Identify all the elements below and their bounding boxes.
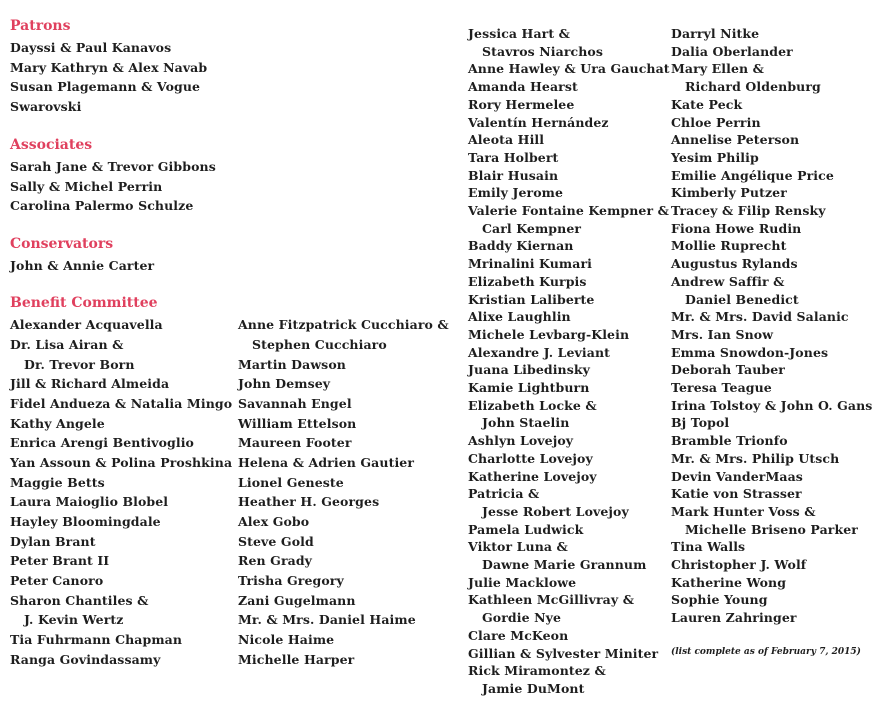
list-item: Mr. & Mrs. David Salanic (671, 309, 849, 325)
list-item: Tara Holbert (468, 149, 559, 165)
list-item: Alexander Acquavella (10, 317, 163, 332)
list-item: Valentín Hernández (468, 114, 609, 130)
list-item: Deborah Tauber (671, 362, 785, 378)
list-item: Amanda Hearst (468, 79, 578, 95)
list-item: Fiona Howe Rudin (671, 220, 802, 236)
list-item: Kristian Laliberte (468, 291, 595, 307)
list-item: Kathy Angele (10, 416, 105, 431)
list-item: Carolina Palermo Schulze (10, 198, 194, 213)
list-item: Bj Topol (671, 415, 730, 431)
list-complete-note: (list complete as of February 7, 2015) (671, 647, 861, 657)
list-item: Helena & Adrien Gautier (238, 455, 415, 470)
list-item: Valerie Fontaine Kempner & (468, 203, 669, 218)
list-item: Yesim Philip (671, 149, 759, 165)
list-item: Darryl Nitke (671, 26, 760, 41)
list-item: Devin VanderMaas (671, 468, 803, 484)
list-item: Anne Fitzpatrick Cucchiaro & (238, 317, 449, 332)
list-item: Heather H. Georges (238, 494, 380, 509)
list-item: Kathleen McGillivray & (468, 592, 635, 608)
list-item: Alex Gobo (238, 514, 310, 529)
list-item: Christopher J. Wolf (671, 557, 807, 572)
list-item: Susan Plagemann & Vogue (10, 79, 201, 94)
list-item: Ren Grady (238, 553, 313, 568)
list-item: Mr. & Mrs. Philip Utsch (671, 450, 840, 466)
list-item: John & Annie Carter (10, 258, 155, 273)
list-item: Michelle Harper (238, 652, 355, 667)
column-3 (468, 0, 668, 714)
list-item: Mr. & Mrs. Daniel Haime (238, 612, 416, 627)
list-item: Sophie Young (671, 592, 768, 608)
list-item: Hayley Bloomingdale (10, 514, 161, 529)
column-1 (10, 0, 235, 714)
list-item: John Staelin (482, 415, 570, 431)
list-item: Charlotte Lovejoy (468, 450, 593, 466)
list-item: Jessica Hart & (468, 26, 571, 41)
list-item: Sharon Chantiles & (10, 593, 149, 608)
list-item: Mrs. Ian Snow (671, 326, 774, 342)
list-item: Mark Hunter Voss & (671, 503, 816, 519)
list-item: Augustus Rylands (671, 256, 798, 272)
list-item: Peter Brant II (10, 553, 110, 568)
list-item: Kamie Lightburn (468, 380, 590, 395)
list-item: Bramble Trionfo (671, 433, 788, 449)
list-item: Daniel Benedict (685, 291, 799, 307)
list-item: Emilie Angélique Price (671, 167, 834, 183)
list-item: Dawne Marie Grannum (482, 557, 647, 572)
heading-benefit-committee: Benefit Committee (10, 295, 158, 311)
list-item: Pamela Ludwick (468, 521, 584, 537)
list-item: Juana Libedinsky (468, 362, 591, 378)
list-item: Maureen Footer (238, 435, 352, 450)
list-item: Alexandre J. Leviant (468, 344, 611, 360)
list-item: Jamie DuMont (482, 680, 585, 696)
list-item: Gordie Nye (482, 610, 562, 626)
list-item: Emma Snowdon-Jones (671, 344, 829, 360)
list-item: Enrica Arengi Bentivoglio (10, 435, 194, 450)
list-item: Martin Dawson (238, 357, 346, 372)
heading-patrons: Patrons (10, 18, 71, 34)
list-item: Kimberly Putzer (671, 185, 787, 201)
list-item: Teresa Teague (671, 380, 772, 395)
list-item: Fidel Andueza & Natalia Mingo (10, 396, 233, 411)
heading-conservators: Conservators (10, 236, 114, 252)
column-2 (238, 0, 463, 714)
list-item: Gillian & Sylvester Miniter (468, 645, 659, 661)
list-item: Lionel Geneste (238, 475, 344, 490)
list-item: Aleota Hill (468, 132, 545, 148)
list-item: Laura Maioglio Blobel (10, 494, 169, 509)
list-item: Zani Gugelmann (238, 593, 356, 608)
list-item: William Ettelson (238, 416, 357, 431)
list-item: Emily Jerome (468, 185, 564, 201)
list-item: Ashlyn Lovejoy (468, 433, 574, 449)
list-item: J. Kevin Wertz (24, 612, 124, 627)
list-item: Ranga Govindassamy (10, 652, 161, 667)
list-item: Nicole Haime (238, 632, 335, 647)
list-item: Andrew Saffir & (671, 273, 785, 289)
list-item: Michele Levbarg-Klein (468, 326, 630, 342)
list-item: Rick Miramontez & (468, 663, 606, 679)
list-item: Dr. Trevor Born (24, 357, 135, 372)
list-item: Stephen Cucchiaro (252, 337, 387, 352)
list-item: Mary Kathryn & Alex Navab (10, 60, 208, 75)
list-item: Sarah Jane & Trevor Gibbons (10, 159, 216, 174)
list-item: Kate Peck (671, 96, 743, 112)
list-item: Carl Kempner (482, 220, 582, 236)
list-item: Katherine Lovejoy (468, 468, 597, 484)
list-item: Dr. Lisa Airan & (10, 337, 124, 352)
list-item: Savannah Engel (238, 396, 352, 411)
list-item: Patricia & (468, 486, 540, 502)
list-item: Anne Hawley & Ura Gauchat (468, 61, 670, 77)
list-item: Lauren Zahringer (671, 610, 797, 626)
list-item: Dalia Oberlander (671, 43, 793, 59)
list-item: Irina Tolstoy & John O. Gans (671, 397, 873, 413)
list-item: Mary Ellen & (671, 61, 765, 77)
list-item: Michelle Briseno Parker (685, 521, 858, 537)
list-item: Tina Walls (671, 539, 746, 555)
list-item: Steve Gold (238, 534, 314, 549)
list-item: John Demsey (238, 376, 331, 391)
list-item: Annelise Peterson (671, 132, 800, 148)
list-item: Sally & Michel Perrin (10, 179, 163, 194)
list-item: Chloe Perrin (671, 114, 761, 130)
list-item: Dylan Brant (10, 534, 96, 549)
list-item: Alixe Laughlin (468, 309, 571, 325)
list-item: Mrinalini Kumari (468, 256, 592, 272)
list-item: Baddy Kiernan (468, 238, 574, 254)
list-item: Clare McKeon (468, 627, 569, 643)
list-item: Rory Hermelee (468, 96, 575, 112)
list-item: Mollie Ruprecht (671, 238, 787, 254)
list-item: Jesse Robert Lovejoy (482, 503, 629, 519)
list-item: Elizabeth Locke & (468, 397, 597, 413)
list-item: Blair Husain (468, 167, 559, 183)
list-item: Julie Macklowe (468, 574, 577, 590)
heading-associates: Associates (10, 137, 93, 153)
list-item: Peter Canoro (10, 573, 104, 588)
list-item: Katie von Strasser (671, 486, 802, 502)
list-item: Dayssi & Paul Kanavos (10, 40, 172, 55)
list-item: Tia Fuhrmann Chapman (10, 632, 183, 647)
list-item: Jill & Richard Almeida (10, 376, 170, 391)
list-item: Maggie Betts (10, 475, 105, 490)
list-item: Elizabeth Kurpis (468, 273, 587, 289)
list-item: Swarovski (10, 99, 82, 114)
list-item: Tracey & Filip Rensky (671, 203, 826, 218)
list-item: Yan Assoun & Polina Proshkina (10, 455, 233, 470)
column-4 (671, 0, 883, 714)
list-item: Katherine Wong (671, 574, 787, 590)
list-item: Stavros Niarchos (482, 43, 604, 59)
list-item: Trisha Gregory (238, 573, 344, 588)
list-item: Viktor Luna & (468, 539, 568, 555)
list-item: Richard Oldenburg (685, 79, 821, 95)
